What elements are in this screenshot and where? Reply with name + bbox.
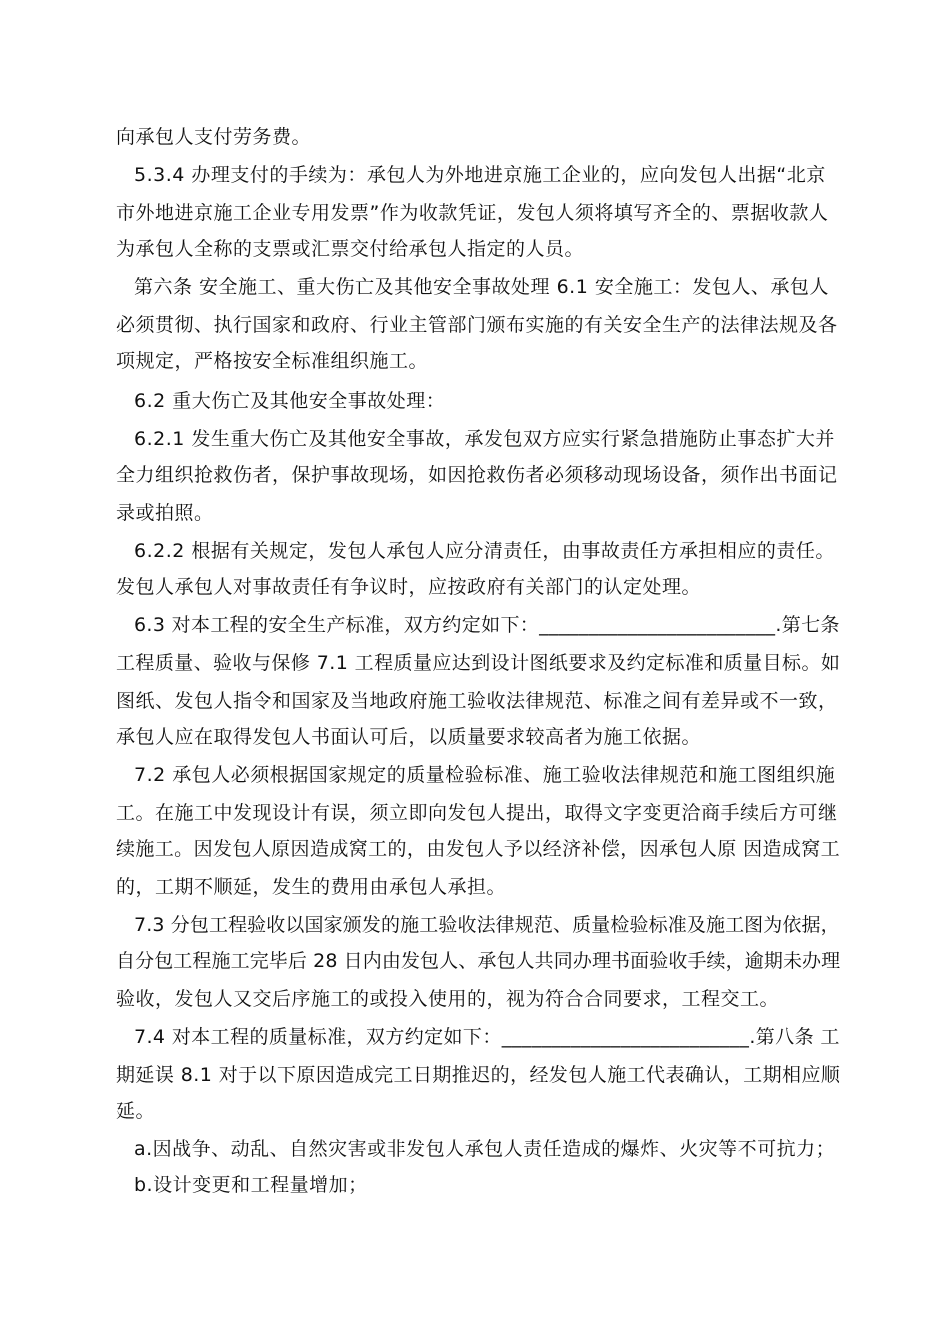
- text-line: 第六条 安全施工、重大伤亡及其他安全事故处理 6.1 安全施工：发包人、承包人: [134, 276, 829, 298]
- text-line: b.设计变更和工程量增加；: [134, 1174, 368, 1196]
- text-line: 向承包人支付劳务费。: [116, 126, 312, 148]
- text-line: 6.2.2 根据有关规定，发包人承包人应分清责任，由事故责任方承担相应的责任。: [134, 540, 835, 562]
- text-line: 期延误 8.1 对于以下原因造成完工日期推迟的，经发包人施工代表确认，工期相应顺: [116, 1064, 841, 1086]
- text-line: 续施工。因发包人原因造成窝工的，由发包人予以经济补偿，因承包人原 因造成窝工: [116, 838, 841, 860]
- text-line: 6.2 重大伤亡及其他安全事故处理：: [134, 390, 446, 412]
- text-line: 的，工期不顺延，发生的费用由承包人承担。: [116, 876, 507, 898]
- text-line: 为承包人全称的支票或汇票交付给承包人指定的人员。: [116, 238, 585, 260]
- text-line: 市外地进京施工企业专用发票”作为收款凭证，发包人须将填写齐全的、票据收款人: [116, 202, 829, 224]
- text-line: 必须贯彻、执行国家和政府、行业主管部门颁布实施的有关安全生产的法律法规及各: [116, 314, 838, 336]
- text-line: 发包人承包人对事故责任有争议时，应按政府有关部门的认定处理。: [116, 576, 702, 598]
- text-line: 延。: [116, 1100, 156, 1122]
- text-line: 承包人应在取得发包人书面认可后，以质量要求较高者为施工依据。: [116, 726, 702, 748]
- text-line: 5.3.4 办理支付的手续为：承包人为外地进京施工企业的，应向发包人出据“北京: [134, 164, 826, 186]
- text-line: 7.3 分包工程验收以国家颁发的施工验收法律规范、质量检验标准及施工图为依据，: [134, 914, 840, 936]
- text-line: 自分包工程施工完毕后 28 日内由发包人、承包人共同办理书面验收手续，逾期未办理: [116, 950, 841, 972]
- text-line: 工程质量、验收与保修 7.1 工程质量应达到设计图纸要求及约定标准和质量目标。如: [116, 652, 841, 674]
- text-line: 录或拍照。: [116, 502, 214, 524]
- text-line: 图纸、发包人指令和国家及当地政府施工验收法律规范、标准之间有差异或不一致，: [116, 690, 838, 712]
- text-line: 6.3 对本工程的安全生产标准，双方约定如下：________________________.第七条: [134, 614, 840, 636]
- text-line: 工。在施工中发现设计有误，须立即向发包人提出，取得文字变更洽商手续后方可继: [116, 802, 838, 824]
- text-line: 验收，发包人又交后序施工的或投入使用的，视为符合合同要求，工程交工。: [116, 988, 780, 1010]
- text-line: a.因战争、动乱、自然灾害或非发包人承包人责任造成的爆炸、火灾等不可抗力；: [134, 1138, 836, 1160]
- text-line: 项规定，严格按安全标准组织施工。: [116, 350, 429, 372]
- text-line: 6.2.1 发生重大伤亡及其他安全事故，承发包双方应实行紧急措施防止事态扩大并: [134, 428, 835, 450]
- text-line: 全力组织抢救伤者，保护事故现场，如因抢救伤者必须移动现场设备，须作出书面记: [116, 464, 838, 486]
- text-line: 7.4 对本工程的质量标准，双方约定如下：_________________________.第八条 工: [134, 1026, 840, 1048]
- text-line: 7.2 承包人必须根据国家规定的质量检验标准、施工验收法律规范和施工图组织施: [134, 764, 836, 786]
